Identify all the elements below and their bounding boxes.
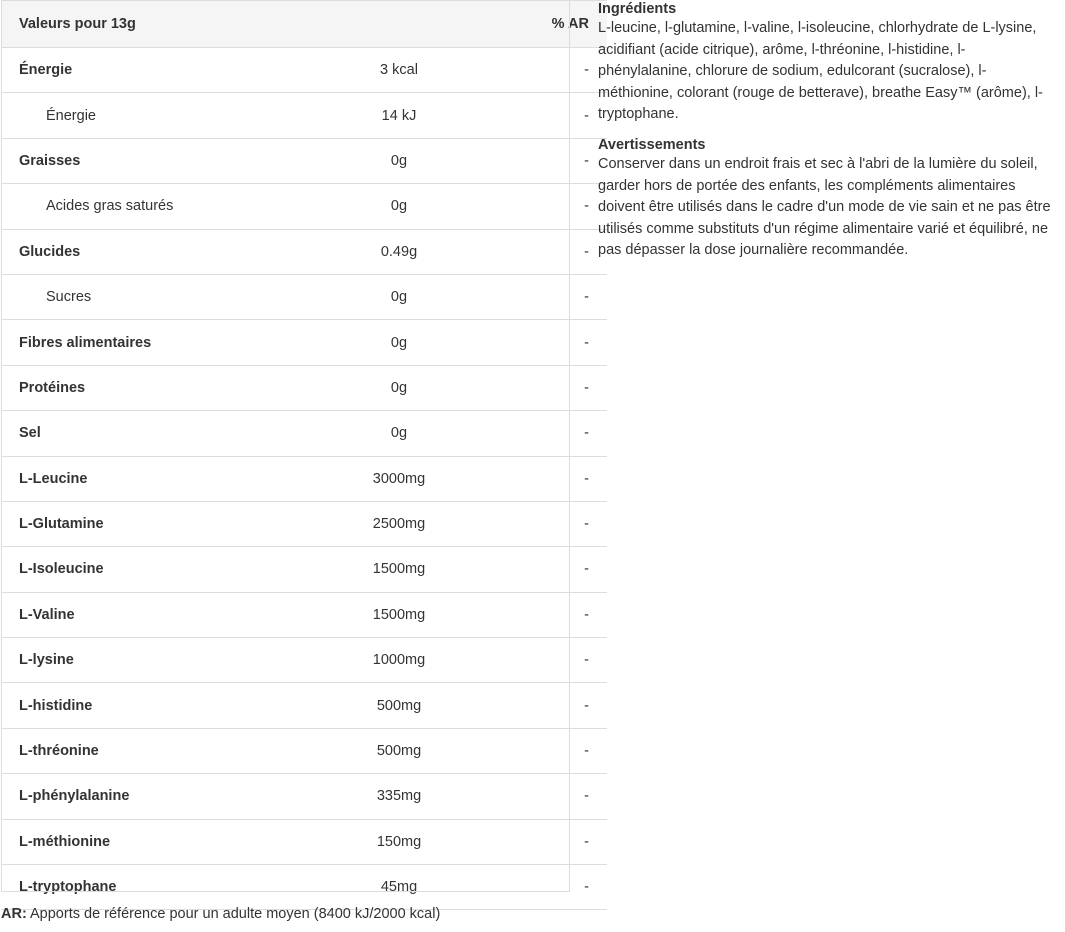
nutrient-ar: - <box>489 229 607 274</box>
table-row <box>1 320 607 365</box>
nutrient-name: Énergie <box>1 93 309 138</box>
nutrient-name: L-lysine <box>1 638 309 683</box>
table-row <box>1 138 607 183</box>
nutrient-value: 1500mg <box>309 592 489 637</box>
nutrient-ar: - <box>489 865 607 910</box>
nutrient-ar: - <box>489 93 607 138</box>
nutrient-name: Sucres <box>1 274 309 319</box>
nutrient-name: L-tryptophane <box>1 865 309 910</box>
nutrient-ar: - <box>489 184 607 229</box>
ar-footnote-label: AR: <box>1 906 27 922</box>
nutrient-value: 2500mg <box>309 501 489 546</box>
header-ar: % AR <box>489 1 607 48</box>
table-row <box>1 592 607 637</box>
nutrient-value: 0g <box>309 365 489 410</box>
table-row <box>1 365 607 410</box>
nutrient-value: 0g <box>309 184 489 229</box>
nutrient-ar: - <box>489 592 607 637</box>
nutrient-value: 0g <box>309 411 489 456</box>
header-value <box>309 1 489 48</box>
ar-footnote <box>1 906 440 922</box>
nutrient-value: 3000mg <box>309 456 489 501</box>
nutrition-table-header <box>1 1 607 48</box>
nutrient-ar: - <box>489 411 607 456</box>
nutrient-ar: - <box>489 138 607 183</box>
ingredients-text: L-leucine, l-glutamine, l-valine, l-isoleucine, chlorhydrate de L-lysine, acidifiant (acide citrique), arôme, l-thréonine, l-histidine, l-phénylalanine, chlorure de sodium, edulcorant (sucralose), l-méthionine, colorant (rouge de betterave), breathe Easy™ (arôme), l-tryptophane. <box>598 20 1043 123</box>
nutrient-ar: - <box>489 320 607 365</box>
nutrient-ar: - <box>489 774 607 819</box>
nutrient-name: Sel <box>1 411 309 456</box>
nutrient-name: L-phénylalanine <box>1 774 309 819</box>
nutrient-name: L-Glutamine <box>1 501 309 546</box>
nutrient-name: L-histidine <box>1 683 309 728</box>
product-info <box>598 0 1053 272</box>
nutrient-ar: - <box>489 683 607 728</box>
nutrient-name: Énergie <box>1 48 309 93</box>
ingredients-title: Ingrédients <box>598 1 677 17</box>
table-row <box>1 411 607 456</box>
nutrient-name: Fibres alimentaires <box>1 320 309 365</box>
nutrient-ar: - <box>489 638 607 683</box>
nutrient-name: L-méthionine <box>1 819 309 864</box>
nutrient-ar: - <box>489 819 607 864</box>
table-row <box>1 229 607 274</box>
table-row <box>1 274 607 319</box>
nutrient-value: 0.49g <box>309 229 489 274</box>
table-row <box>1 865 607 910</box>
nutrient-name: L-Valine <box>1 592 309 637</box>
header-serving: Valeurs pour 13g <box>1 1 309 48</box>
table-row <box>1 48 607 93</box>
nutrient-name: L-Isoleucine <box>1 547 309 592</box>
nutrient-value: 14 kJ <box>309 93 489 138</box>
table-row <box>1 184 607 229</box>
nutrient-value: 0g <box>309 274 489 319</box>
nutrient-name: Acides gras saturés <box>1 184 309 229</box>
warnings-text: Conserver dans un endroit frais et sec à l'abri de la lumière du soleil, garder hors de portée des enfants, les compléments alimentaires doivent être utilisés dans le cadre d'un mode de vie sain et ne pas être utilisés comme substituts d'un régime alimentaire varié et équilibré, ne pas dépasser la dose journalière recommandée. <box>598 155 1051 259</box>
nutrient-value: 1500mg <box>309 547 489 592</box>
nutrient-name: Protéines <box>1 365 309 410</box>
nutrient-value: 500mg <box>309 683 489 728</box>
nutrient-value: 0g <box>309 320 489 365</box>
nutrition-table <box>1 0 607 910</box>
nutrient-value: 0g <box>309 138 489 183</box>
nutrient-ar: - <box>489 274 607 319</box>
table-row <box>1 638 607 683</box>
table-row <box>1 501 607 546</box>
nutrient-value: 500mg <box>309 728 489 773</box>
table-row <box>1 547 607 592</box>
table-row <box>1 456 607 501</box>
nutrient-ar: - <box>489 48 607 93</box>
nutrient-name: L-Leucine <box>1 456 309 501</box>
nutrient-value: 150mg <box>309 819 489 864</box>
nutrient-name: L-thréonine <box>1 728 309 773</box>
table-row <box>1 774 607 819</box>
nutrient-value: 335mg <box>309 774 489 819</box>
nutrient-ar: - <box>489 365 607 410</box>
ar-footnote-text: Apports de référence pour un adulte moyen (8400 kJ/2000 kcal) <box>26 906 441 922</box>
table-row <box>1 93 607 138</box>
nutrient-name: Graisses <box>1 138 309 183</box>
nutrient-value: 3 kcal <box>309 48 489 93</box>
warnings-title: Avertissements <box>598 136 706 153</box>
nutrient-value: 1000mg <box>309 638 489 683</box>
table-row <box>1 728 607 773</box>
nutrient-ar: - <box>489 501 607 546</box>
table-row <box>1 683 607 728</box>
nutrient-value: 45mg <box>309 865 489 910</box>
table-row <box>1 819 607 864</box>
nutrient-ar: - <box>489 547 607 592</box>
nutrient-ar: - <box>489 456 607 501</box>
nutrient-name: Glucides <box>1 229 309 274</box>
nutrient-ar: - <box>489 728 607 773</box>
